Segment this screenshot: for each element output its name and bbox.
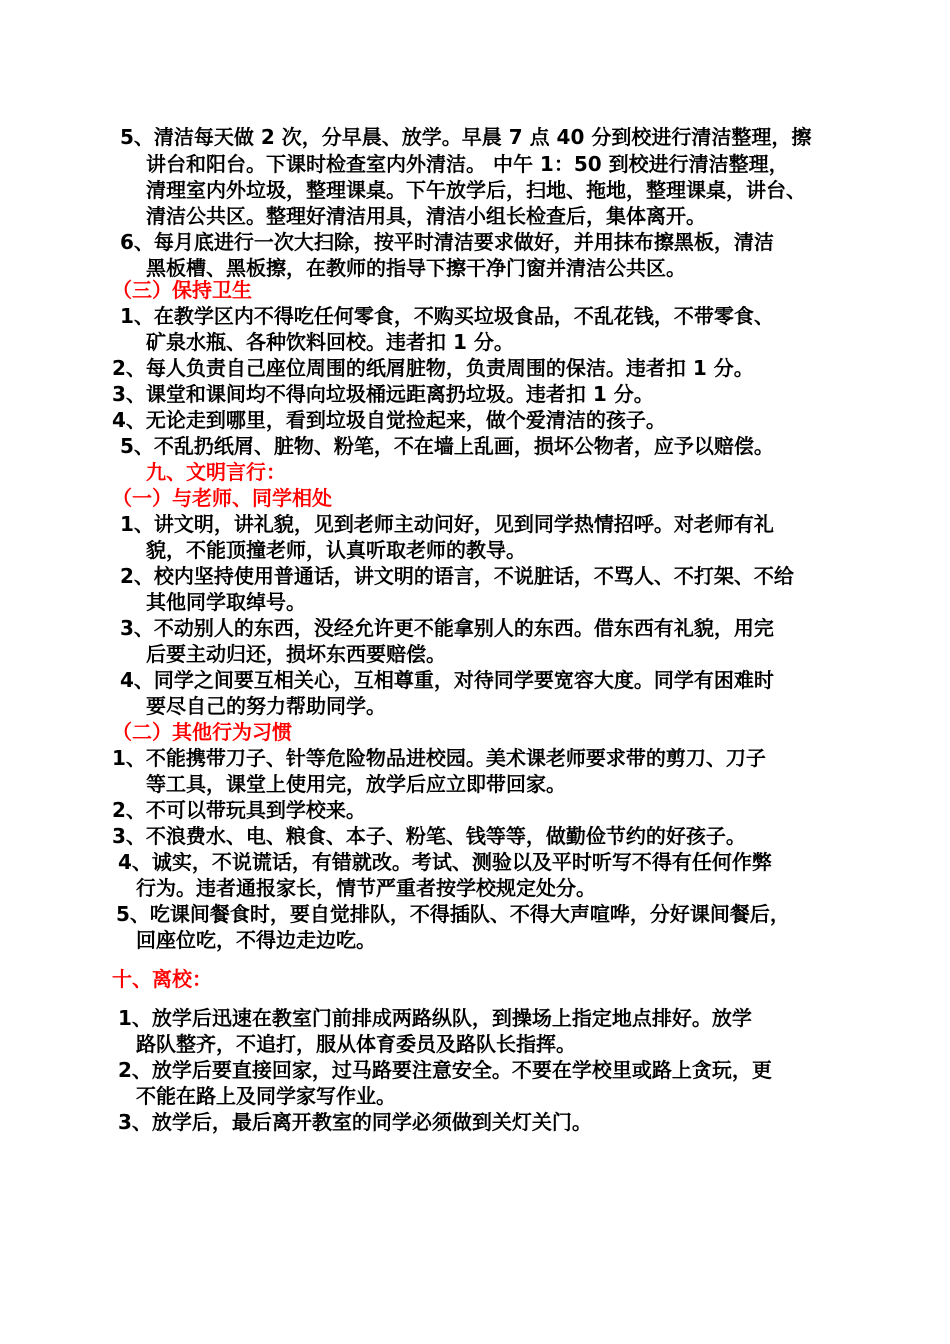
section-heading-hygiene: （三）保持卫生 (112, 278, 252, 302)
relations-item-1-line-2: 貌，不能顶撞老师，认真听取老师的教导。 (146, 538, 526, 562)
hygiene-item-5: 5、不乱扔纸屑、脏物、粉笔，不在墙上乱画，损坏公物者，应予以赔偿。 (120, 434, 774, 458)
habits-item-5-line-2: 回座位吃，不得边走边吃。 (136, 928, 376, 952)
habits-item-3: 3、不浪费水、电、粮食、本子、粉笔、钱等等，做勤俭节约的好孩子。 (112, 824, 746, 848)
relations-item-4-line-2: 要尽自己的努力帮助同学。 (146, 694, 386, 718)
chapter-heading-civility: 九、文明言行： (146, 460, 286, 484)
hygiene-item-4: 4、无论走到哪里，看到垃圾自觉捡起来，做个爱清洁的孩子。 (112, 408, 666, 432)
cleaning-item-5-line-2: 讲台和阳台。下课时检查室内外清洁。 中午 1：50 到校进行清洁整理， (146, 152, 789, 176)
habits-item-5-line-1: 5、吃课间餐食时，要自觉排队，不得插队、不得大声喧哗，分好课间餐后， (116, 902, 790, 926)
hygiene-item-1-line-1: 1、在教学区内不得吃任何零食，不购买垃圾食品，不乱花钱，不带零食、 (120, 304, 774, 328)
leaving-item-2-line-2: 不能在路上及同学家写作业。 (136, 1084, 396, 1108)
relations-item-3-line-2: 后要主动归还，损坏东西要赔偿。 (146, 642, 446, 666)
leaving-item-1-line-2: 路队整齐，不追打，服从体育委员及路队长指挥。 (136, 1032, 576, 1056)
relations-item-2-line-2: 其他同学取绰号。 (146, 590, 306, 614)
relations-item-1-line-1: 1、讲文明，讲礼貌，见到老师主动问好，见到同学热情招呼。对老师有礼 (120, 512, 774, 536)
habits-item-4-line-2: 行为。违者通报家长，情节严重者按学校规定处分。 (136, 876, 596, 900)
section-heading-teachers-classmates: （一）与老师、同学相处 (112, 486, 332, 510)
cleaning-item-5-line-3: 清理室内外垃圾，整理课桌。下午放学后，扫地、拖地，整理课桌，讲台、 (146, 178, 806, 202)
cleaning-item-5-line-1: 5、清洁每天做 2 次，分早晨、放学。早晨 7 点 40 分到校进行清洁整理，擦 (120, 125, 812, 149)
cleaning-item-5-line-4: 清洁公共区。整理好清洁用具，清洁小组长检查后，集体离开。 (146, 204, 706, 228)
leaving-item-3: 3、放学后，最后离开教室的同学必须做到关灯关门。 (118, 1110, 592, 1134)
hygiene-item-3: 3、课堂和课间均不得向垃圾桶远距离扔垃圾。违者扣 1 分。 (112, 382, 654, 406)
relations-item-3-line-1: 3、不动别人的东西，没经允许更不能拿别人的东西。借东西有礼貌，用完 (120, 616, 774, 640)
relations-item-4-line-1: 4、同学之间要互相关心，互相尊重，对待同学要宽容大度。同学有困难时 (120, 668, 774, 692)
leaving-item-2-line-1: 2、放学后要直接回家，过马路要注意安全。不要在学校里或路上贪玩，更 (118, 1058, 772, 1082)
hygiene-item-1-line-2: 矿泉水瓶、各种饮料回校。违者扣 1 分。 (146, 330, 514, 354)
leaving-item-1-line-1: 1、放学后迅速在教室门前排成两路纵队，到操场上指定地点排好。放学 (118, 1006, 752, 1030)
chapter-heading-leaving-school: 十、离校： (112, 967, 212, 991)
habits-item-2: 2、不可以带玩具到学校来。 (112, 798, 366, 822)
habits-item-1-line-2: 等工具，课堂上使用完，放学后应立即带回家。 (146, 772, 566, 796)
hygiene-item-2: 2、每人负责自己座位周围的纸屑脏物，负责周围的保洁。违者扣 1 分。 (112, 356, 754, 380)
habits-item-1-line-1: 1、不能携带刀子、针等危险物品进校园。美术课老师要求带的剪刀、刀子 (112, 746, 766, 770)
relations-item-2-line-1: 2、校内坚持使用普通话，讲文明的语言，不说脏话，不骂人、不打架、不给 (120, 564, 794, 588)
section-heading-other-habits: （二）其他行为习惯 (112, 720, 292, 744)
habits-item-4-line-1: 4、诚实，不说谎话，有错就改。考试、测验以及平时听写不得有任何作弊 (118, 850, 772, 874)
cleaning-item-6-line-2: 黑板槽、黑板擦，在教师的指导下擦干净门窗并清洁公共区。 (146, 256, 686, 280)
cleaning-item-6-line-1: 6、每月底进行一次大扫除，按平时清洁要求做好，并用抹布擦黑板，清洁 (120, 230, 774, 254)
